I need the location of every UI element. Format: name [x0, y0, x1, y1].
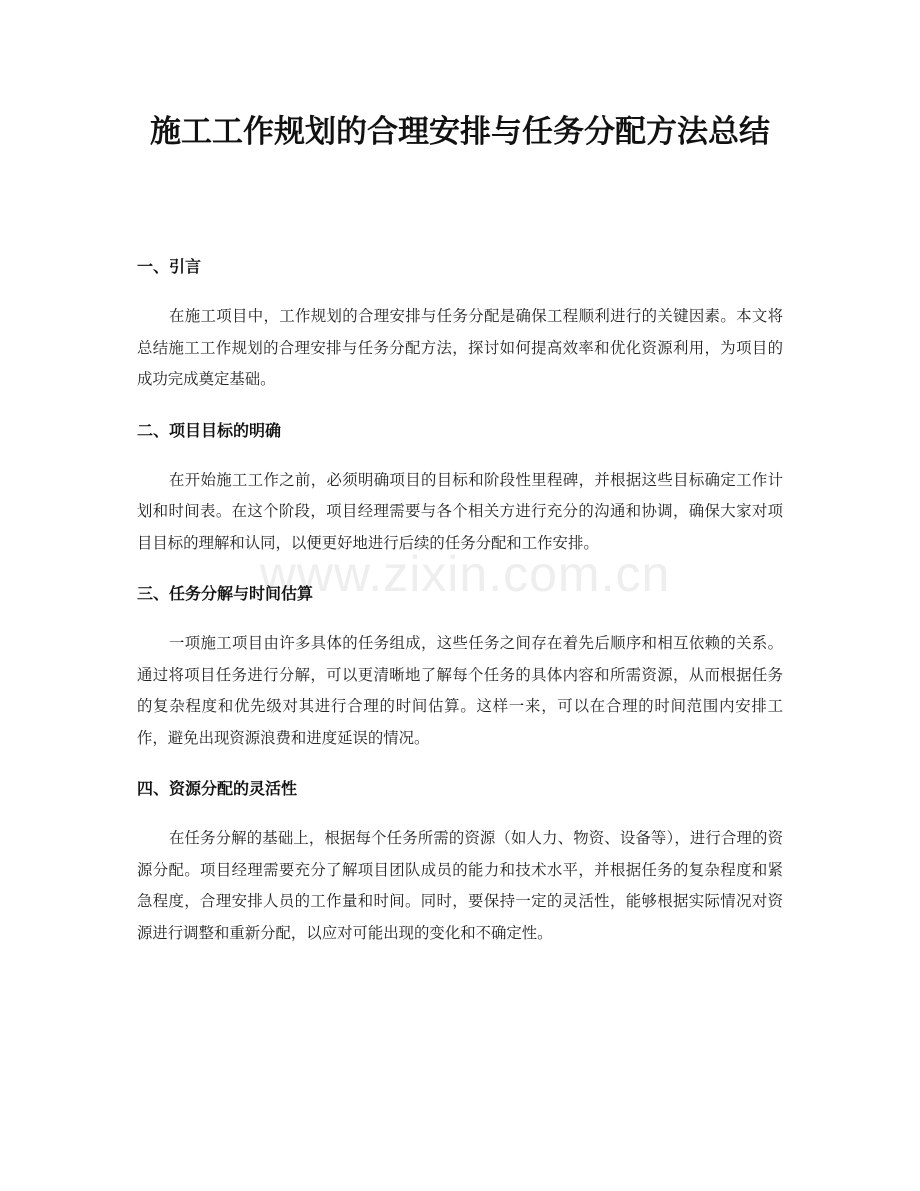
section-heading: 三、任务分解与时间估算	[137, 584, 314, 603]
section-heading: 一、引言	[137, 257, 202, 276]
document-body	[137, 250, 783, 967]
section-heading: 四、资源分配的灵活性	[137, 779, 298, 798]
section-task-breakdown	[137, 577, 783, 754]
section-resource-allocation	[137, 772, 783, 949]
document-title: 施工工作规划的合理安排与任务分配方法总结	[150, 114, 770, 150]
section-project-goals	[137, 414, 783, 560]
section-paragraph: 在任务分解的基础上，根据每个任务所需的资源（如人力、物资、设备等），进行合理的资源分配。项目经理需要充分了解项目团队成员的能力和技术水平，并根据任务的复杂程度和紧急程度，合理安排人员的工作量和时间。同时，要保持一定的灵活性，能够根据实际情况对资源进行调整和重新分配，以应对可能出现的变化和不确定性。	[137, 829, 783, 942]
section-introduction	[137, 250, 783, 396]
watermark-text: www.zixin.com.cn	[259, 546, 671, 602]
section-paragraph: 在开始施工工作之前，必须明确项目的目标和阶段性里程碑，并根据这些目标确定工作计划和时间表。在这个阶段，项目经理需要与各个相关方进行充分的沟通和协调，确保大家对项目目标的理解和认同，以便更好地进行后续的任务分配和工作安排。	[137, 470, 783, 552]
section-paragraph: 在施工项目中，工作规划的合理安排与任务分配是确保工程顺利进行的关键因素。本文将总结施工工作规划的合理安排与任务分配方法，探讨如何提高效率和优化资源利用，为项目的成功完成奠定基础。	[137, 307, 783, 388]
section-paragraph: 一项施工项目由许多具体的任务组成，这些任务之间存在着先后顺序和相互依赖的关系。通过将项目任务进行分解，可以更清晰地了解每个任务的具体内容和所需资源，从而根据任务的复杂程度和优先级对其进行合理的时间估算。这样一来，可以在合理的时间范围内安排工作，避免出现资源浪费和进度延误的情况。	[137, 634, 783, 747]
section-heading: 二、项目目标的明确	[137, 420, 282, 440]
